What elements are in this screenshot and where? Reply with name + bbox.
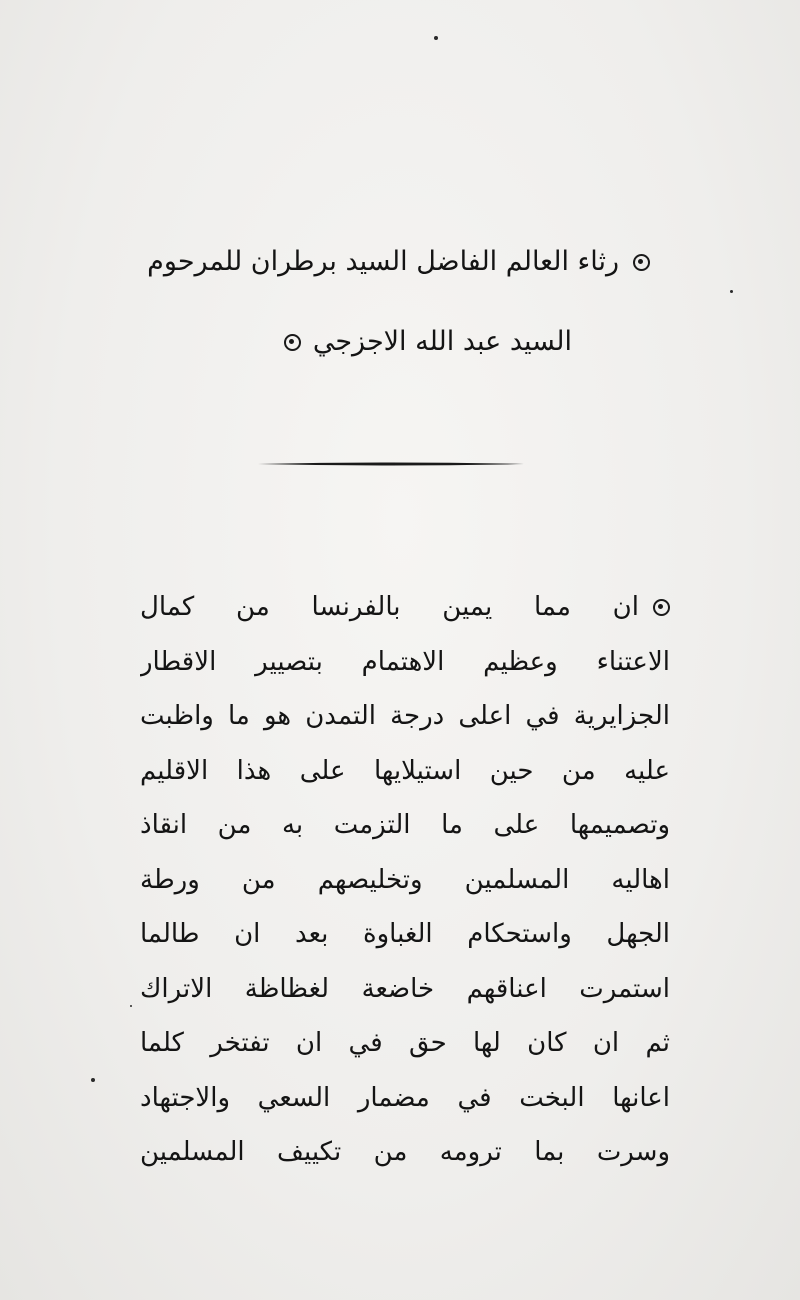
title-line-1-text: رثاء العالم الفاضل السيد برطران للمرحوم <box>147 246 619 277</box>
ink-speck <box>130 1005 132 1007</box>
body-line-3: الجزايرية في اعلى درجة التمدن هو ما واظبت <box>140 701 670 731</box>
circle-ornament-icon <box>633 254 650 271</box>
body-paragraph <box>140 580 670 1180</box>
body-line-1: ان مما يمين بالفرنسا من كمال <box>140 580 670 635</box>
body-line-7: الجهل واستحكام الغباوة بعد ان طالما <box>140 919 670 949</box>
title-line-1 <box>147 242 650 282</box>
body-line-8: استمرت اعناقهم خاضعة لغظاظة الاتراك <box>140 973 670 1004</box>
circle-ornament-icon <box>653 599 670 616</box>
title-line-2 <box>284 322 572 362</box>
title-line-2-text: السيد عبد الله الاجزجي <box>312 326 572 357</box>
body-line-4: عليه من حين استيلايها على هذا الاقليم <box>140 755 670 786</box>
circle-ornament-icon <box>284 334 301 351</box>
ink-speck <box>434 36 438 40</box>
body-line-9: ثم ان كان لها حق في ان تفتخر كلما <box>140 1028 670 1058</box>
ink-speck <box>730 290 733 293</box>
ink-speck <box>91 1078 95 1082</box>
body-line-5: وتصميمها على ما التزمت به من انقاذ <box>140 810 670 840</box>
section-divider <box>258 462 524 466</box>
body-line-11: وسرت بما ترومه من تكييف المسلمين <box>140 1137 670 1167</box>
body-line-10: اعانها البخت في مضمار السعي والاجتهاد <box>140 1082 670 1113</box>
body-line-2: الاعتناء وعظيم الاهتمام بتصيير الاقطار <box>140 646 670 677</box>
body-line-6: اهاليه المسلمين وتخليصهم من ورطة <box>140 864 670 895</box>
